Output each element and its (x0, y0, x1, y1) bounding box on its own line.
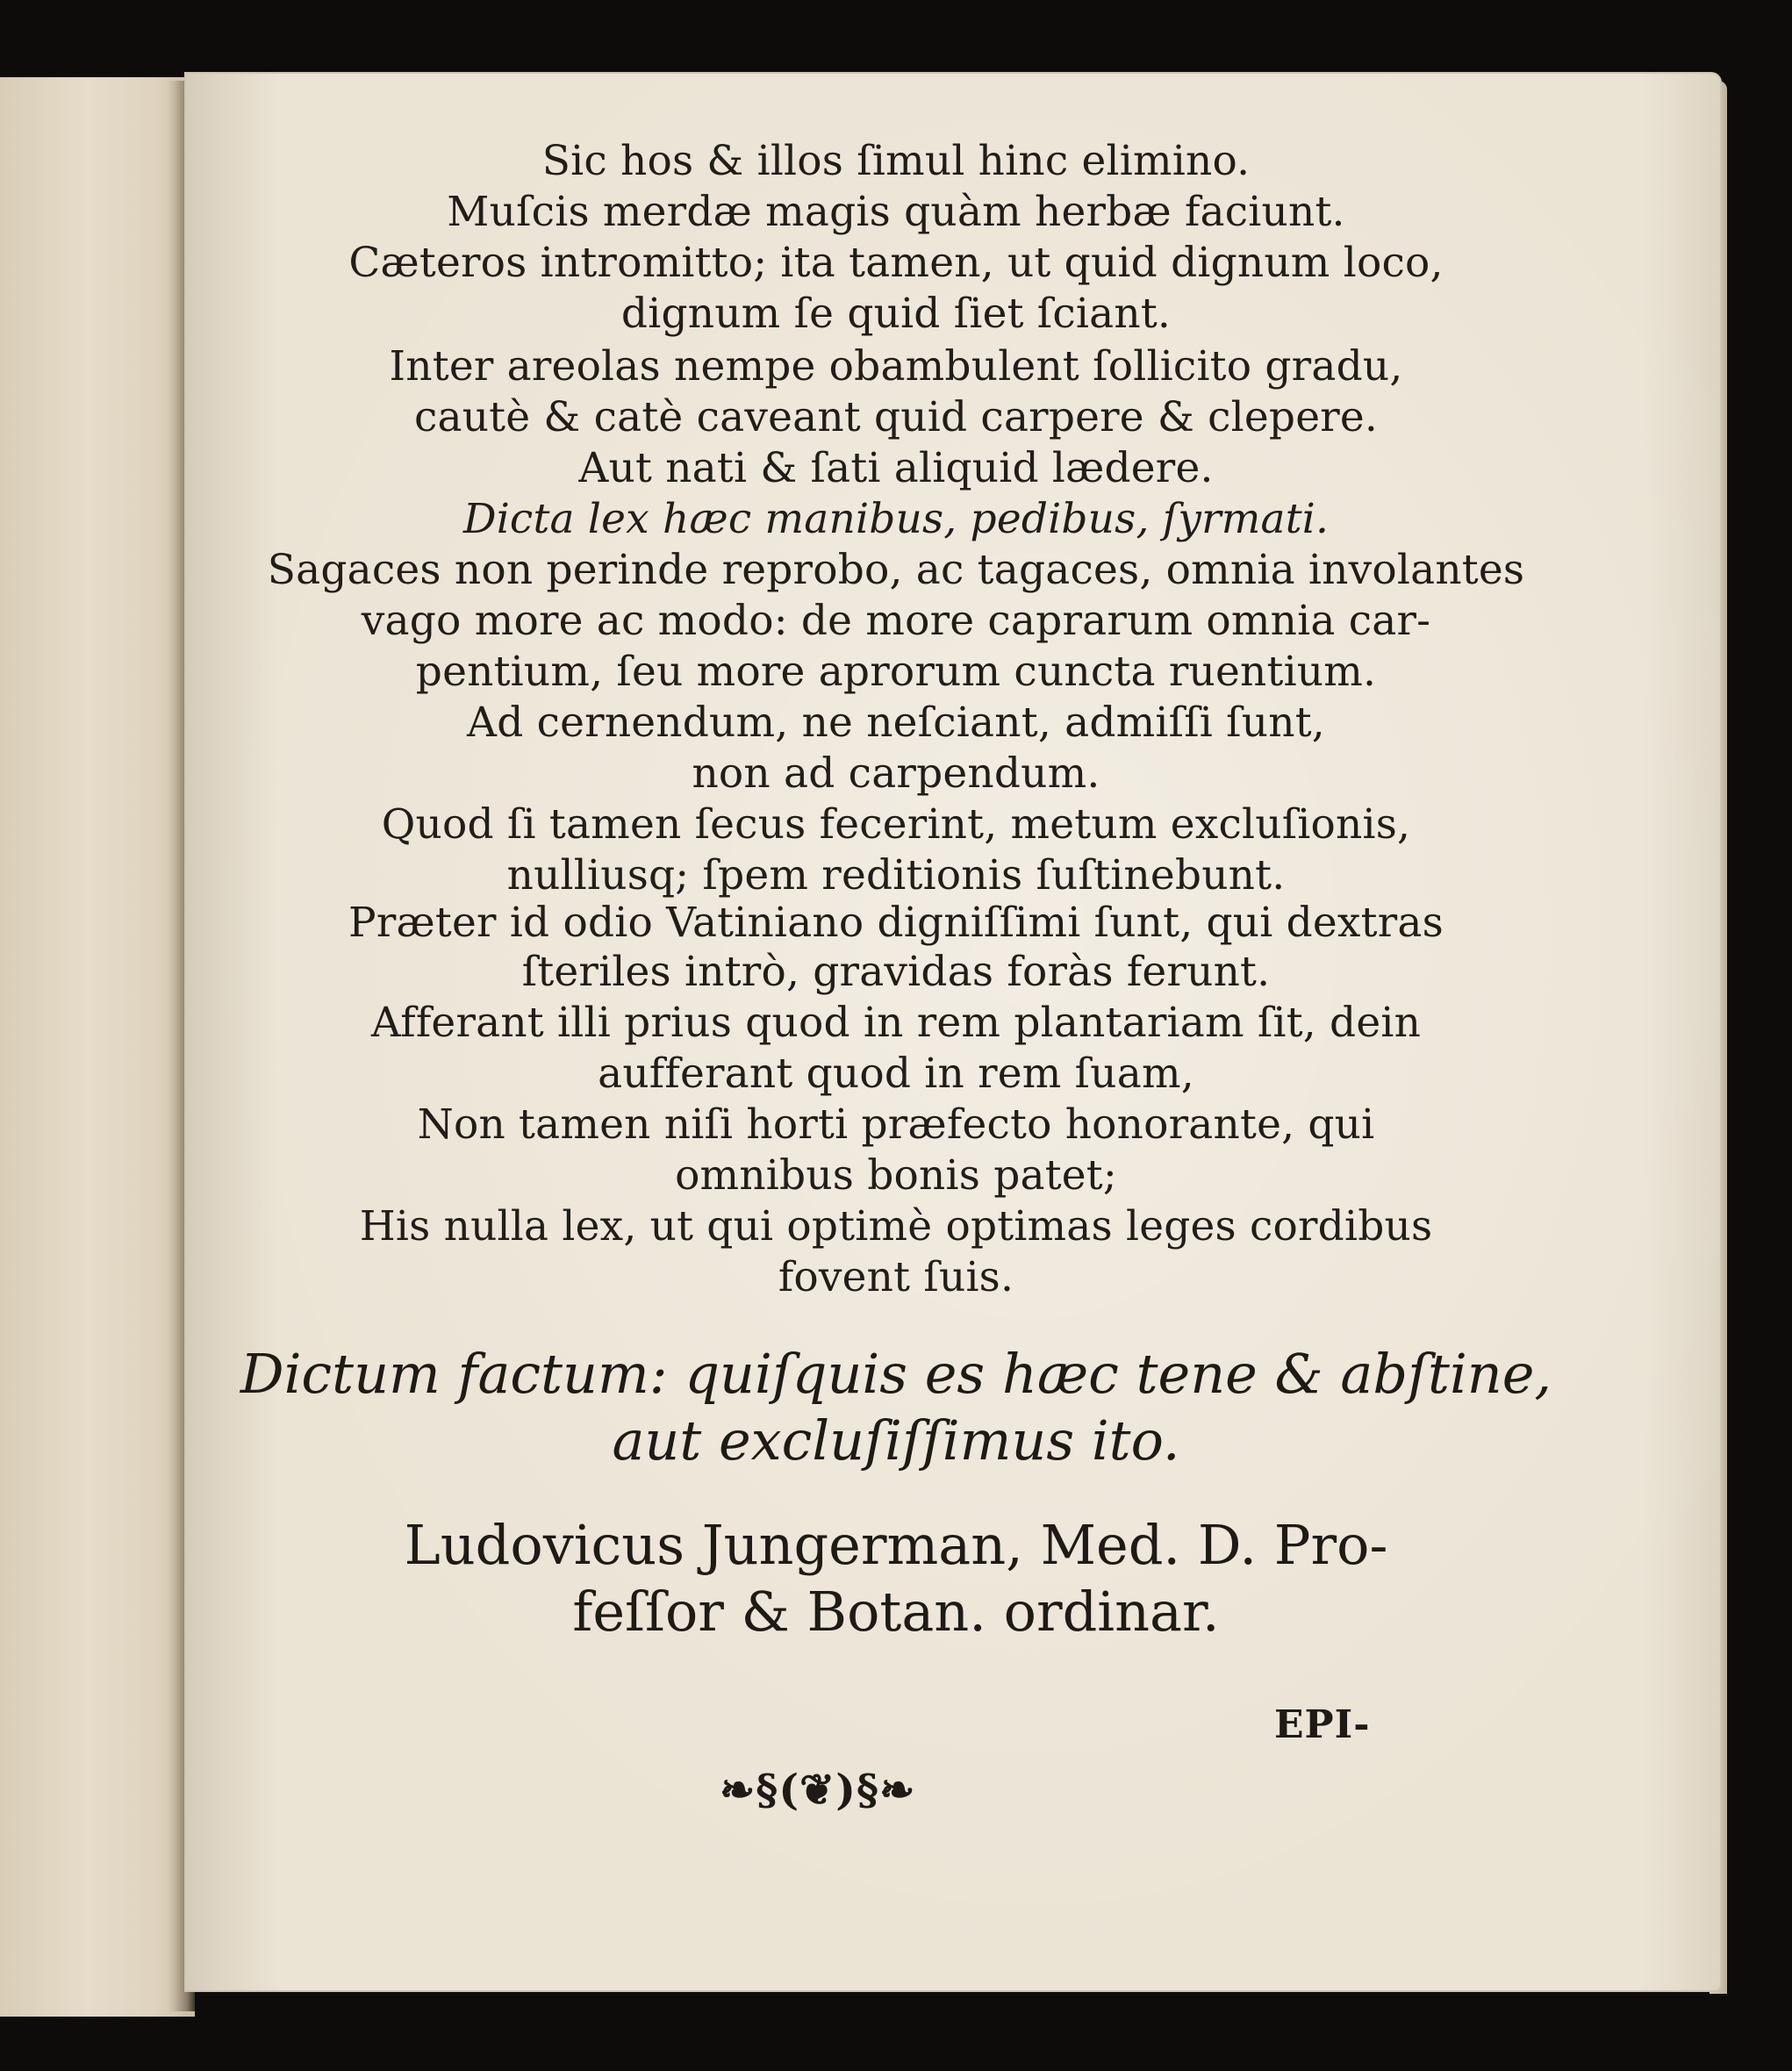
printer-ornament: ❧§(❦)§❧ (720, 1766, 916, 1815)
text-line: pentium, ſeu more aprorum cuncta ruentium. (415, 648, 1377, 696)
text-line: vago more ac modo: de more caprarum omnia car- (361, 597, 1431, 645)
signature-line: Ludovicus Jungerman, Med. D. Pro- (404, 1513, 1388, 1577)
text-line: omnibus bonis patet; (675, 1151, 1117, 1200)
text-line: fovent ſuis. (778, 1253, 1014, 1301)
text-line: His nulla lex, ut qui optimè optimas leges cordibus (359, 1202, 1433, 1250)
text-line: Muſcis merdæ magis quàm herbæ faciunt. (447, 188, 1345, 236)
text-line: Præter id odio Vatiniano digniſſimi ſunt, qui dextras (348, 899, 1444, 947)
text-line: aufferant quod in rem ſuam, (598, 1050, 1194, 1098)
text-line: Inter areolas nempe obambulent ſollicito gradu, (389, 342, 1403, 391)
signature-line: feſſor & Botan. ordinar. (572, 1580, 1220, 1644)
text-line: Quod ſi tamen ſecus fecerint, metum excluſionis, (381, 800, 1411, 849)
catchword: EPI- (1274, 1702, 1371, 1747)
text-line: Non tamen niſi horti præfecto honorante, qui (417, 1100, 1375, 1149)
text-line: Sagaces non perinde reprobo, ac tagaces, omnia involantes (267, 546, 1525, 594)
text-line: nulliusq; ſpem reditionis ſuſtinebunt. (506, 851, 1286, 899)
text-line: Cæteros intromitto; ita tamen, ut quid dignum loco, (348, 239, 1444, 287)
text-line: ſteriles intrò, gravidas foràs ferunt. (521, 948, 1271, 996)
text-line: non ad carpendum. (692, 749, 1100, 798)
text-line: cautè & catè caveant quid carpere & clepere. (413, 393, 1379, 441)
text-line: Dicta lex hæc manibus, pedibus, ſyrmati. (462, 495, 1330, 543)
text-line: Ad cernendum, ne neſciant, admiſſi ſunt, (467, 699, 1325, 747)
text-line: Aut nati & ſati aliquid lædere. (578, 444, 1214, 492)
motto-line: aut excluſiſſimus ito. (612, 1408, 1180, 1473)
text-line: Sic hos & illos ſimul hinc elimino. (541, 137, 1251, 185)
text-line: Afferant illi prius quod in rem plantariam ſit, dein (370, 999, 1422, 1047)
text-line: dignum ſe quid ſiet ſciant. (620, 290, 1172, 338)
motto-line: Dictum factum: quiſquis es hæc tene & abſtine, (240, 1342, 1552, 1406)
